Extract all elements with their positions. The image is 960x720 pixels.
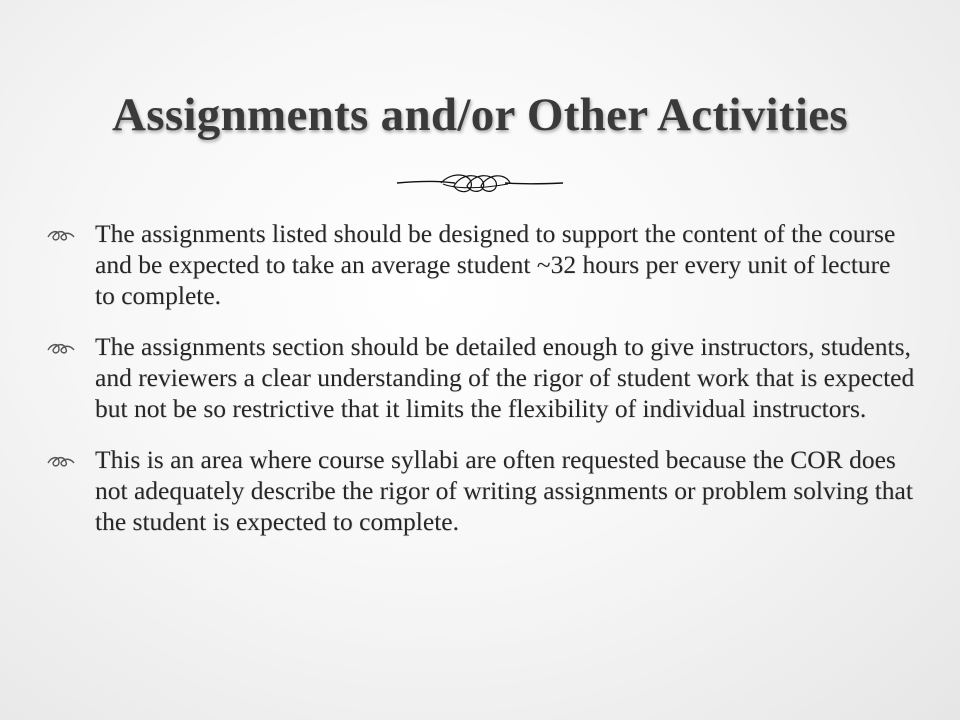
bullet-item [46,218,916,311]
bullet-text: This is an area where course syllabi are often requested because the COR does not adequately describe the rigor of writing assignments or problem solving that the student is expected to complete. [95,445,913,536]
double-loop-bullet-icon [46,455,76,469]
bullet-item [46,331,916,424]
bullet-text: The assignments listed should be designed to support the content of the course and be expected to take an average student ~32 hours per every unit of lecture to complete. [95,219,896,310]
double-loop-bullet-icon [46,229,76,243]
bullet-text: The assignments section should be detailed enough to give instructors, students, and reviewers a clear understanding of the rigor of student work that is expected but not be so restrictive that it limits the flexibility of individual instructors. [95,332,915,423]
double-loop-bullet-icon [46,342,76,356]
slide-title: Assignments and/or Other Activities [112,89,848,142]
bullet-list [46,218,916,537]
bullet-item [46,444,916,537]
flourish-divider-icon [395,168,565,198]
